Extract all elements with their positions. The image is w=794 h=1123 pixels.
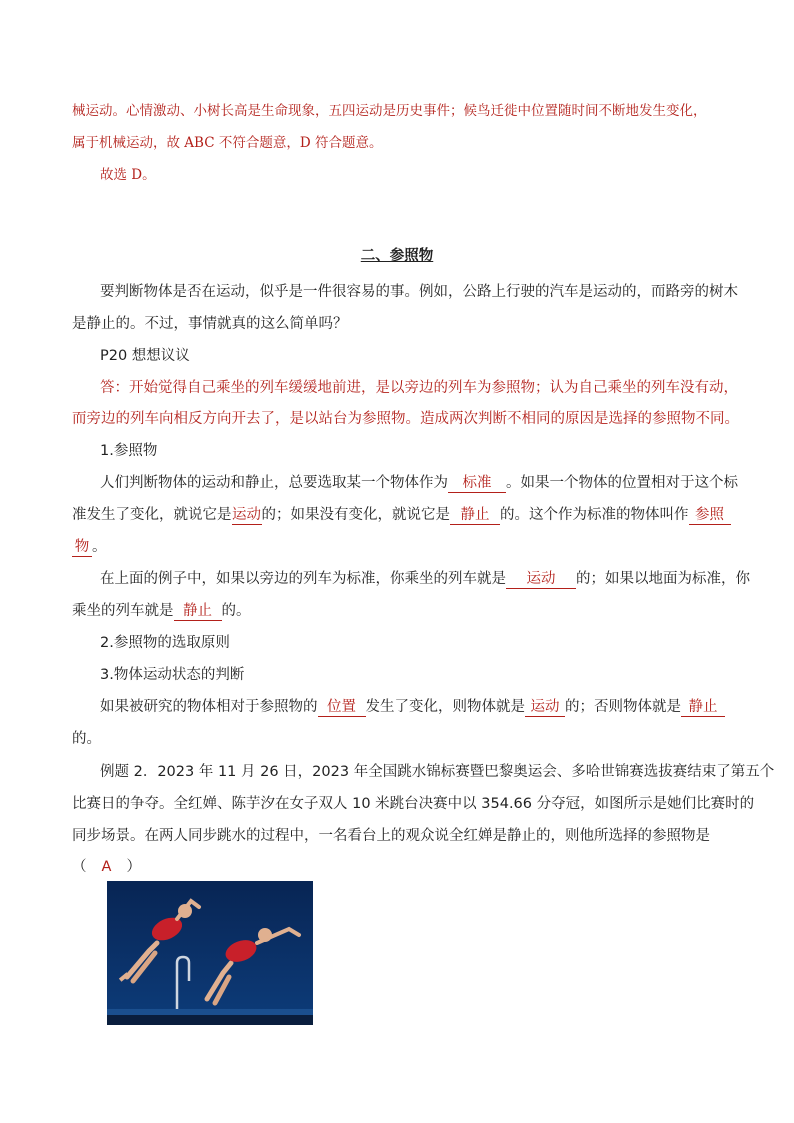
heading-selection-principle: 2.参照物的选取原则 bbox=[100, 635, 230, 651]
discussion-label: P20 想想议议 bbox=[100, 348, 190, 364]
diving-photo bbox=[107, 881, 313, 1025]
example2-line-1: 例题 2．2023 年 11 月 26 日，2023 年全国跳水锦标赛暨巴黎奥运会、多哈世锦赛选拔赛结束了第五个 bbox=[100, 764, 775, 780]
example2-answer-letter: A bbox=[101, 859, 112, 875]
blank-example-moving: 运动 bbox=[506, 570, 576, 589]
discussion-answer-line-2: 而旁边的列车向相反方向开去了，是以站台为参照物。造成两次判断不相同的原因是选择的参照物不同。 bbox=[72, 411, 739, 427]
discussion-answer-line-1: 答：开始觉得自己乘坐的列车缓缓地前进，是以旁边的列车为参照物；认为自己乘坐的列车没有动， bbox=[100, 380, 738, 396]
judge-line-1: 如果被研究的物体相对于参照物的 位置 发生了变化，则物体就是 运动 的；否则物体就是 静止 bbox=[100, 697, 730, 717]
example2-answer: （ A ） bbox=[72, 859, 141, 875]
blank-judge-static: 静止 bbox=[681, 698, 725, 717]
intro-line-1: 要判断物体是否在运动，似乎是一件很容易的事。例如，公路上行驶的汽车是运动的，而路旁的树木 bbox=[100, 284, 738, 300]
blank-judge-moving: 运动 bbox=[525, 698, 565, 717]
diving-photo-illustration bbox=[107, 881, 313, 1025]
blank-moving: 运动 bbox=[232, 507, 261, 523]
prev-answer-line-2: 属于机械运动，故 ABC 不符合题意，D 符合题意。 bbox=[72, 135, 383, 151]
heading-reference-object: 1.参照物 bbox=[100, 443, 158, 459]
definition-line-2: 准发生了变化，就说它是运动的；如果没有变化，就说它是 静止 的。这个作为标准的物体叫作 参照 bbox=[72, 505, 732, 525]
blank-standard: 标准 bbox=[448, 474, 506, 493]
blank-reference-part-2: 物 bbox=[72, 538, 92, 557]
example-line-1: 在上面的例子中，如果以旁边的列车为标准，你乘坐的列车就是 运动 的；如果以地面为标准，你 bbox=[100, 571, 750, 587]
example-line-2: 乘坐的列车就是 静止 的。 bbox=[72, 603, 251, 619]
blank-reference-part-1: 参照 bbox=[689, 506, 731, 525]
heading-state-judgement: 3.物体运动状态的判断 bbox=[100, 667, 245, 683]
definition-line-3: 物 。 bbox=[72, 537, 732, 557]
blank-position: 位置 bbox=[318, 698, 366, 717]
example2-line-3: 同步场景。在两人同步跳水的过程中，一名看台上的观众说全红婵是静止的，则他所选择的参照物是 bbox=[72, 828, 710, 844]
example2-line-2: 比赛日的争夺。全红婵、陈芋汐在女子双人 10 米跳台决赛中以 354.66 分夺冠，如图所示是她们比赛时的 bbox=[72, 796, 755, 812]
blank-static: 静止 bbox=[450, 506, 500, 525]
judge-line-2: 的。 bbox=[72, 731, 101, 747]
blank-example-static: 静止 bbox=[174, 602, 222, 621]
definition-line-1: 人们判断物体的运动和静止，总要选取某一个物体作为 标准 。如果一个物体的位置相对于这个标 bbox=[100, 475, 738, 491]
intro-line-2: 是静止的。不过，事情就真的这么简单吗？ bbox=[72, 316, 348, 332]
section-title: 二、参照物 bbox=[360, 248, 434, 264]
prev-answer-line-1: 械运动。心情激动、小树长高是生命现象，五四运动是历史事件；候鸟迁徙中位置随时间不断地发生变化， bbox=[72, 103, 707, 119]
prev-answer-line-3: 故选 D。 bbox=[100, 167, 156, 183]
